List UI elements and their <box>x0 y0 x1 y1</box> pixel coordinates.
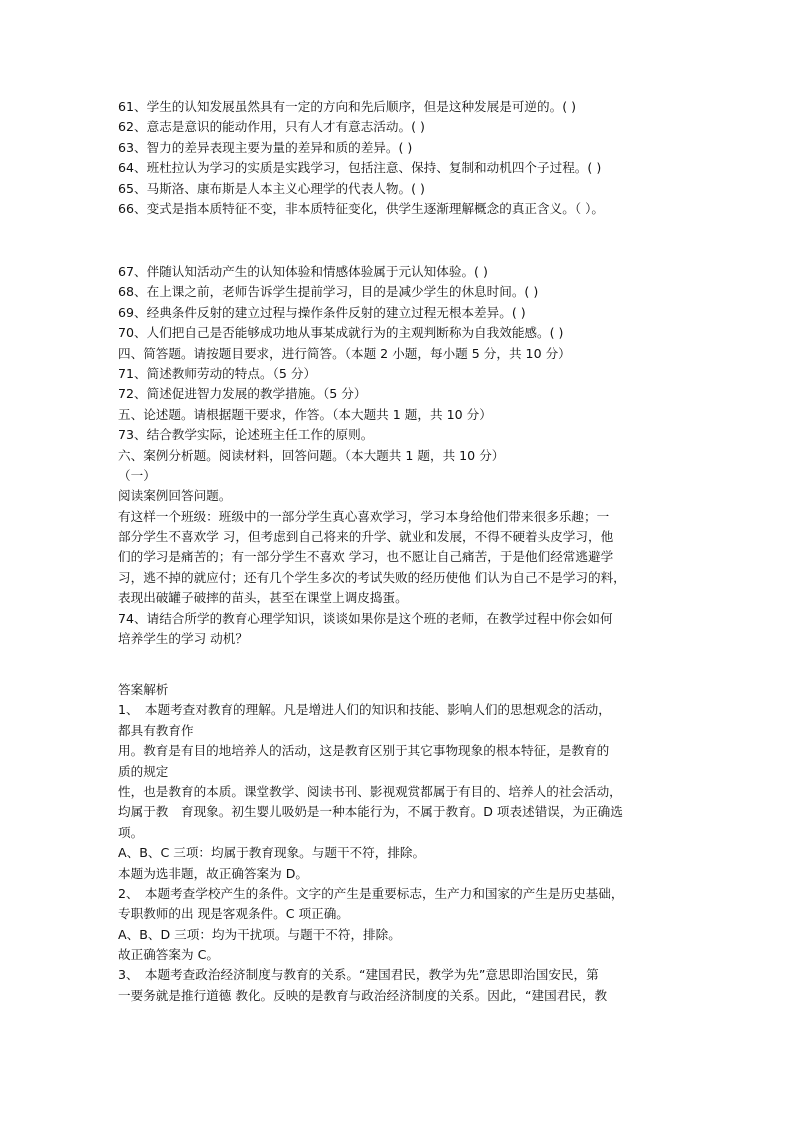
answer-line: 质的规定 <box>118 763 169 779</box>
answer-line: 都具有教育作 <box>118 722 194 738</box>
case-text-line: 部分学生不喜欢学 习，但考虑到自己将来的升学、就业和发展，不得不硬着头皮学习，他 <box>118 529 614 545</box>
answer-line: 一要务就是推行道德 教化。反映的是教育与政治经济制度的关系。因此，“建国君民，教 <box>118 987 608 1003</box>
question-66: 66、变式是指本质特征不变，非本质特征变化，供学生逐渐理解概念的真正含义。（ ）。 <box>118 200 604 216</box>
answer-line: 性，也是教育的本质。课堂教学、阅读书刊、影视观赏都属于有目的、培养人的社会活动， <box>118 783 622 799</box>
answer-line: A、B、D 三项：均为干扰项。与题干不符，排除。 <box>118 926 401 942</box>
question-61: 61、学生的认知发展虽然具有一定的方向和先后顺序，但是这种发展是可逆的。( ) <box>118 99 577 114</box>
answer-line: 故正确答案为 C。 <box>118 947 219 963</box>
answer-line: 用。教育是有目的地培养人的活动，这是教育区别于其它事物现象的根本特征，是教育的 <box>118 743 610 759</box>
question-63: 63、智力的差异表现主要为量的差异和质的差异。( ) <box>118 139 413 155</box>
answer-line: 1、 本题考查对教育的理解。凡是增进人们的知识和技能、影响人们的思想观念的活动， <box>118 702 611 718</box>
case-text-line: 们的学习是痛苦的；有一部分学生不喜欢 学习，也不愿让自己痛苦，于是他们经常逃避学 <box>118 549 614 565</box>
answer-line: 2、 本题考查学校产生的条件。文字的产生是重要标志，生产力和国家的产生是历史基础， <box>118 885 624 901</box>
answer-line: 专职教师的出 现是客观条件。C 项正确。 <box>118 906 349 922</box>
section-heading-essay: 五、论述题。请根据题干要求，作答。（本大题共 1 题，共 10 分） <box>118 406 492 422</box>
answer-line: 本题为选非题，故正确答案为 D。 <box>118 865 309 881</box>
question-65: 65、马斯洛、康布斯是人本主义心理学的代表人物。( ) <box>118 180 425 196</box>
question-70: 70、人们把自己是否能够成功地从事某成就行为的主观判断称为自我效能感。( ) <box>118 325 564 341</box>
case-text-line: 习，逃不掉的就应付；还有几个学生多次的考试失败的经历使他 们认为自己不是学习的料， <box>118 569 626 585</box>
answer-line: 项。 <box>118 824 144 840</box>
answer-line: A、B、C 三项：均属于教育现象。与题干不符，排除。 <box>118 845 426 861</box>
case-instruction: 阅读案例回答问题。 <box>118 488 232 504</box>
section-heading-short-answer: 四、简答题。请按题目要求，进行简答。（本题 2 小题，每小题 5 分，共 10 分） <box>118 345 571 361</box>
question-74-continued: 培养学生的学习 动机？ <box>118 631 248 647</box>
answer-analysis <box>118 680 688 1006</box>
question-69: 69、经典条件反射的建立过程与操作条件反射的建立过程无根本差异。( ) <box>118 304 526 320</box>
question-73: 73、结合教学实际，论述班主任工作的原则。 <box>118 427 374 443</box>
case-text-line: 有这样一个班级：班级中的一部分学生真心喜欢学习，学习本身给他们带来很多乐趣；一 <box>118 508 610 524</box>
question-67: 67、伴随认知活动产生的认知体验和情感体验属于元认知体验。( ) <box>118 264 488 279</box>
section-heading-case-analysis: 六、案例分析题。阅读材料，回答问题。（本大题共 1 题，共 10 分） <box>118 447 505 463</box>
questions-61-66 <box>118 97 688 219</box>
question-74: 74、请结合所学的教育心理学知识，谈谈如果你是这个班的老师，在教学过程中你会如何 <box>118 610 613 626</box>
question-72: 72、简述促进智力发展的教学措施。（5 分） <box>118 386 367 402</box>
case-text-line: 表现出破罐子破摔的苗头，甚至在课堂上调皮捣蛋。 <box>118 590 408 606</box>
answer-line: 3、 本题考查政治经济制度与教育的关系。“建国君民，教学为先”意思即治国安民，第 <box>118 967 599 983</box>
question-71: 71、简述教师劳动的特点。（5 分） <box>118 365 317 381</box>
answer-heading: 答案解析 <box>118 682 169 697</box>
questions-67-74 <box>118 262 688 649</box>
answer-line: 均属于教 育现象。初生婴儿吸奶是一种本能行为，不属于教育。D 项表述错误，为正确选 <box>118 804 623 820</box>
question-68: 68、在上课之前，老师告诉学生提前学习，目的是减少学生的休息时间。( ) <box>118 284 539 300</box>
question-64: 64、班杜拉认为学习的实质是实践学习，包括注意、保持、复制和动机四个子过程。( ) <box>118 160 602 176</box>
case-number: （一） <box>118 467 156 483</box>
question-62: 62、意志是意识的能动作用，只有人才有意志活动。( ) <box>118 119 425 135</box>
